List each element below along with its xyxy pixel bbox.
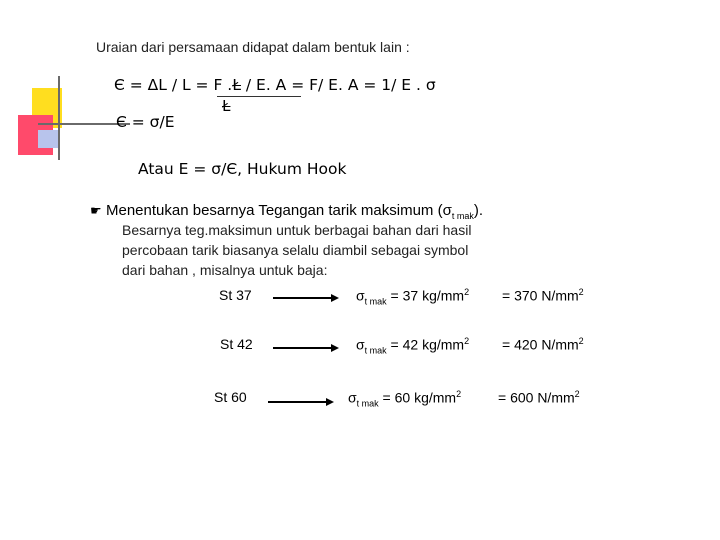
- heading-main: Menentukan besarnya Tegangan tarik maksimum (: [106, 202, 443, 219]
- steel-grade-label: St 42: [220, 336, 253, 352]
- pointing-hand-icon: ☛: [90, 203, 102, 218]
- strain-equation-part-c: / E. A = F/ E. A = 1/ E . σ: [240, 76, 436, 94]
- intro-text: Uraian dari persamaan didapat dalam bentuk lain :: [96, 39, 410, 55]
- tensile-stress-formula: [356, 287, 469, 306]
- strain-stress-equation: Є = σ/E: [116, 113, 175, 131]
- sigma-symbol: σ: [356, 336, 365, 353]
- kg-unit-exponent: 2: [464, 287, 470, 297]
- strain-equation-part-a: Є = ΔL / L = F .: [114, 76, 233, 94]
- tensile-stress-formula: [348, 389, 461, 408]
- heading-subscript: t mak: [451, 211, 474, 221]
- newton-value-text: = 600 N/mm: [498, 389, 575, 406]
- newton-value: [498, 389, 580, 406]
- decor-vertical-line: [58, 76, 60, 160]
- sigma-subscript: t mak: [364, 345, 387, 356]
- newton-unit-exponent: 2: [578, 336, 584, 346]
- newton-value-text: = 420 N/mm: [502, 336, 579, 353]
- paragraph-line: dari bahan , misalnya untuk baja:: [122, 262, 328, 278]
- steel-grade-label: St 60: [214, 389, 247, 405]
- kg-unit-exponent: 2: [456, 389, 462, 399]
- arrow-icon: [268, 397, 334, 407]
- kg-value: = 60 kg/mm: [378, 389, 457, 406]
- paragraph-line: percobaan tarik biasanya selalu diambil sebagai symbol: [122, 242, 469, 258]
- steel-grade-label: St 37: [219, 287, 252, 303]
- newton-unit-exponent: 2: [578, 287, 584, 297]
- heading-sigma: σ: [442, 202, 452, 219]
- kg-value: = 42 kg/mm: [386, 336, 465, 353]
- kg-unit-exponent: 2: [464, 336, 470, 346]
- paragraph-line: Besarnya teg.maksimun untuk berbagai bahan dari hasil: [122, 222, 472, 238]
- newton-value-text: = 370 N/mm: [502, 287, 579, 304]
- section-heading: [106, 202, 483, 221]
- sigma-subscript: t mak: [364, 296, 387, 307]
- strain-equation: [114, 76, 436, 94]
- strain-equation-cancelled-l: Ł: [232, 76, 241, 94]
- decor-blue-square: [38, 130, 60, 148]
- heading-end: ).: [473, 202, 484, 219]
- kg-value: = 37 kg/mm: [386, 287, 465, 304]
- tensile-stress-formula: [356, 336, 469, 355]
- sigma-subscript: t mak: [356, 398, 379, 409]
- sigma-symbol: σ: [356, 287, 365, 304]
- sigma-symbol: σ: [348, 389, 357, 406]
- arrow-icon: [273, 293, 339, 303]
- newton-value: [502, 336, 584, 353]
- newton-value: [502, 287, 584, 304]
- newton-unit-exponent: 2: [574, 389, 580, 399]
- hooke-law-equation: Atau E = σ/Є, Hukum Hook: [138, 160, 347, 178]
- cancelled-denominator: Ł: [222, 97, 231, 115]
- arrow-icon: [273, 343, 339, 353]
